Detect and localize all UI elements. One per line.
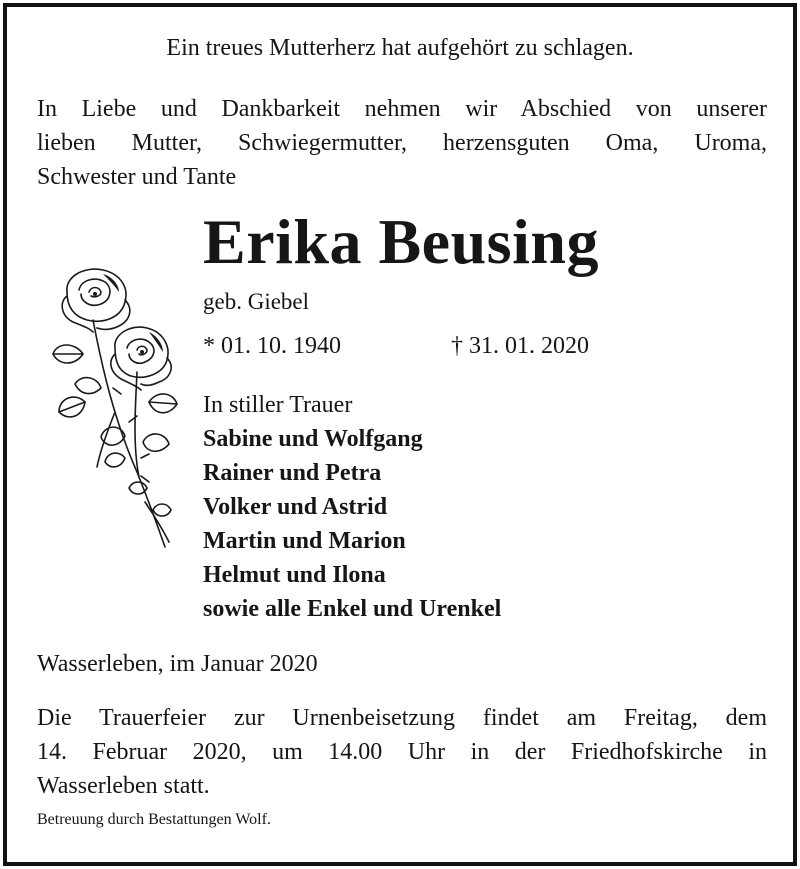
- funeral-home-credit: Betreuung durch Bestattungen Wolf.: [37, 811, 271, 828]
- rose-illustration-icon: [45, 262, 185, 557]
- headline: Ein treues Mutterherz hat aufgehört zu schlagen.: [166, 35, 634, 61]
- service-line: Wasserleben statt.: [37, 773, 210, 799]
- maiden-name: geb. Giebel: [203, 289, 310, 314]
- birth-date: * 01. 10. 1940: [203, 333, 341, 359]
- list-item: sowie alle Enkel und Urenkel: [203, 596, 502, 622]
- intro-line: lieben Mutter, Schwiegermutter, herzensguten Oma, Uroma,: [37, 130, 767, 156]
- list-item: Rainer und Petra: [203, 460, 382, 486]
- list-item: Helmut und Ilona: [203, 562, 386, 588]
- intro-text: [37, 92, 767, 194]
- intro-line: In Liebe und Dankbarkeit nehmen wir Abschied von unserer: [37, 96, 767, 122]
- place-date: Wasserleben, im Januar 2020: [37, 651, 318, 677]
- service-line: Die Trauerfeier zur Urnenbeisetzung findet am Freitag, dem: [37, 705, 767, 731]
- list-item: Volker und Astrid: [203, 494, 388, 520]
- mourners-list: [203, 422, 501, 626]
- deceased-name: Erika Beusing: [203, 206, 599, 277]
- mourning-label: In stiller Trauer: [203, 392, 353, 418]
- obituary-notice: [3, 3, 797, 866]
- list-item: Martin und Marion: [203, 528, 406, 554]
- intro-line: Schwester und Tante: [37, 164, 237, 190]
- service-info: [37, 701, 767, 803]
- death-date: † 31. 01. 2020: [451, 333, 589, 359]
- list-item: Sabine und Wolfgang: [203, 426, 423, 452]
- service-line: 14. Februar 2020, um 14.00 Uhr in der Friedhofskirche in: [37, 739, 767, 765]
